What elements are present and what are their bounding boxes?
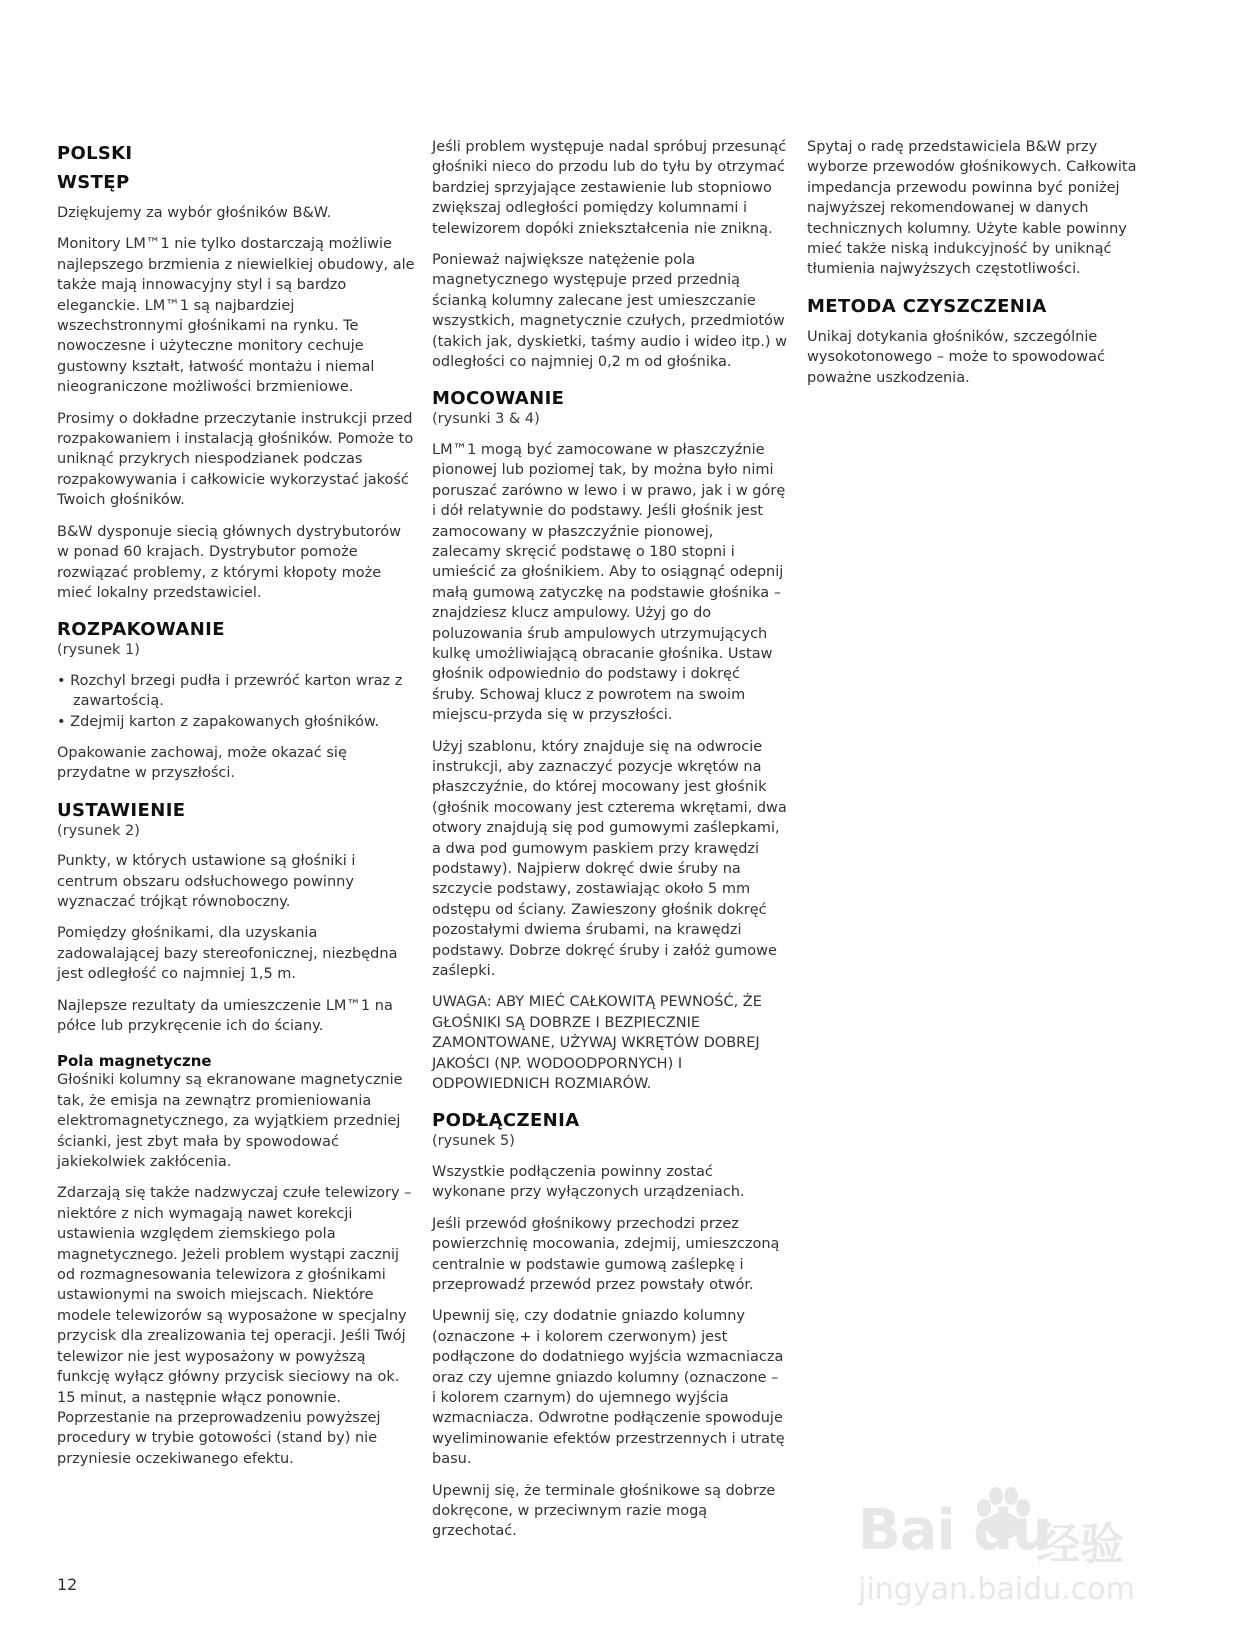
section-heading-wstep: WSTĘP — [57, 172, 130, 193]
section-heading-metoda-czyszczenia: METODA CZYSZCZENIA — [807, 295, 1047, 317]
paragraph: Spytaj o radę przedstawiciela B&W przy wyborze przewodów głośnikowych. Całkowita impedancja przewodu powinna być poniżej najwyższej rekomendowanej w danych technicznych kolumny. Użyte kable powinny mieć także niską indukcyjność by uniknąć tłumienia najwyższych częstotliwości. — [807, 139, 1137, 278]
section-heading-ustawienie: USTAWIENIE — [57, 799, 186, 821]
paragraph: Upewnij się, czy dodatnie gniazdo kolumny (oznaczone + i kolorem czerwonym) jest podłączone do dodatniego wyjścia wzmacniacza oraz czy ujemne gniazdo kolumny (oznaczone – i kolorem czarnym) do ujemnego wyjścia wzmacniacza. Odwrotne podłączenie spowoduje wyeliminowanie efektów przestrzennych i utratę basu. — [432, 1308, 785, 1468]
paragraph: Pomiędzy głośnikami, dla uzyskania zadowalającej bazy stereofonicznej, niezbędna jest odległość co najmniej 1,5 m. — [57, 925, 398, 983]
paragraph: LM™1 mogą być zamocowane w płaszczyźnie pionowej lub poziomej tak, by można było nimi poruszać zarówno w lewo i w prawo, jak i w górę i dół relatywnie do podstawy. Jeśli głośnik jest zamocowany w płaszczyźnie pionowej, zalecamy skręcić podstawę o 180 stopni i umieścić za głośnikiem. Aby to osiągnąć odepnij małą gumową zatyczkę na podstawie głośnika – znajdziesz klucz ampulowy. Użyj go do poluzowania śrub ampulowych utrzymujących kulkę umożliwiającą obracanie głośnika. Ustaw głośnik odpowiednio do podstawy i dokręć śruby. Schowaj klucz z powrotem na swoim miejscu-przyda się w przyszłości. — [432, 441, 786, 724]
column-middle — [432, 137, 787, 1553]
paragraph: Zdarzają się także nadzwyczaj czułe telewizory – niektóre z nich wymagają nawet korekcji ustawienia względem ziemskiego pola magnetycznego. Jeżeli problem wystąpi zacznij od rozmagnesowania telewizora z głośnikami ustawionymi na swoich miejscach. Niektóre modele telewizorów są wyposażone w specjalny przycisk dla zrealizowania tej operacji. Jeśli Twój telewizor nie jest wyposażony w powyższą funkcję wyłącz główny przycisk sieciowy na ok. 15 minut, a następnie włącz ponownie. Poprzestanie na przeprowadzeniu powyższej procedury w trybie gotowości (stand by) nie przyniesie oczekiwanego efektu. — [57, 1185, 412, 1467]
paragraph: B&W dysponuje siecią głównych dystrybutorów w ponad 60 krajach. Dystrybutor pomoże rozwiązać problemy, z którymi kłopoty może mieć lokalny przedstawiciel. — [57, 523, 402, 601]
paragraph: Unikaj dotykania głośników, szczególnie wysokotonowego – może to spowodować poważne uszkodzenia. — [807, 328, 1106, 386]
subsection-heading-pola: Pola magnetyczne — [57, 1052, 212, 1071]
figure-reference: (rysunek 5) — [432, 1133, 515, 1150]
section-heading-mocowanie: MOCOWANIE — [432, 388, 565, 410]
paragraph: Najlepsze rezultaty da umieszczenie LM™1 na półce lub przykręcenie ich do ściany. — [57, 997, 393, 1034]
paragraph: Punkty, w których ustawione są głośniki i centrum obszaru odsłuchowego powinny wyznaczać trójkąt równoboczny. — [57, 853, 356, 910]
section-heading-rozpakowanie: ROZPAKOWANIE — [57, 619, 225, 641]
paragraph: Prosimy o dokładne przeczytanie instrukcji przed rozpakowaniem i instalacją głośników. Pomoże to uniknąć przykrych niespodzianek podczas rozpakowywania i całkowicie wykorzystać jakość Twoich głośników. — [57, 410, 414, 509]
section-heading-podlaczenia: PODŁĄCZENIA — [432, 1110, 580, 1132]
watermark — [858, 1480, 1188, 1630]
paragraph: Ponieważ największe natężenie pola magnetycznego występuje przed przednią ścianką kolumny zalecane jest umieszczanie wszystkich, magnetycznie czułych, przedmiotów (takich jak, dyskietki, taśmy audio i wideo itp.) w odległości co najmniej 0,2 m od głośnika. — [432, 252, 787, 371]
paragraph: Dziękujemy za wybór głośników B&W. — [57, 205, 332, 221]
watermark-url: jingyan.baidu.com — [858, 1572, 1135, 1607]
language-heading: POLSKI — [57, 143, 133, 164]
paragraph: Głośniki kolumny są ekranowane magnetycznie tak, że emisja na zewnątrz promieniowania elektromagnetycznego, za wyjątkiem przedniej ścianki, jest zbyt mała by spowodować jakiekolwiek zakłócenia. — [57, 1072, 403, 1171]
watermark-logo: Bai du — [858, 1498, 1052, 1563]
paragraph: Opakowanie zachowaj, może okazać się przydatne w przyszłości. — [57, 744, 347, 782]
column-right — [807, 137, 1147, 399]
page-number: 12 — [57, 1575, 78, 1594]
paragraph: Jeśli przewód głośnikowy przechodzi przez powierzchnię mocowania, zdejmij, umieszczoną centralnie w podstawie gumową zaślepkę i przeprowadź przewód przez powstały otwór. — [432, 1215, 780, 1293]
list-item: • Rozchyl brzegi pudła i przewróć karton wraz z zawartością. — [57, 672, 403, 710]
figure-reference: (rysunek 2) — [57, 822, 140, 839]
list-item: • Zdejmij karton z zapakowanych głośników. — [57, 713, 380, 730]
paragraph: Wszystkie podłączenia powinny zostać wykonane przy wyłączonych urządzeniach. — [432, 1163, 745, 1201]
warning-paragraph: UWAGA: ABY MIEĆ CAŁKOWITĄ PEWNOŚĆ, ŻE GŁOŚNIKI SĄ DOBRZE I BEZPIECZNIE ZAMONTOWANE, UŻYWAJ WKRĘTÓW DOBREJ JAKOŚCI (NP. WODOODPORNYCH) I ODPOWIEDNICH ROZMIARÓW. — [432, 994, 762, 1093]
paragraph: Upewnij się, że terminale głośnikowe są dobrze dokręcone, w przeciwnym razie mogą grzechotać. — [432, 1482, 776, 1540]
paragraph: Jeśli problem występuje nadal spróbuj przesunąć głośniki nieco do przodu lub do tyłu by otrzymać bardziej sprzyjające zestawienie lub stopniowo zwiększaj odległości pomiędzy kolumnami i telewizorem dopóki zniekształcenia nie znikną. — [432, 139, 787, 237]
paragraph: Monitory LM™1 nie tylko dostarczają możliwie najlepszego brzmienia z niewielkiej obudowy, ale także mają innowacyjny styl i są bardzo eleganckie. LM™1 są najbardziej wszechstronnymi głośnikami na rynku. Te nowoczesne i użyteczne monitory cechuje gustowny kształt, łatwość montażu i niemal nieograniczone możliwości brzmieniowe. — [57, 236, 415, 396]
figure-reference: (rysunki 3 & 4) — [432, 411, 540, 428]
paragraph: Użyj szablonu, który znajduje się na odwrocie instrukcji, aby zaznaczyć pozycje wkrętów na płaszczyźnie, do której mocowany jest głośnik (głośnik mocowany jest czterema wkrętami, dwa otwory znajdują się pod gumowymi zaślepkami, a dwa pod gumowym paskiem przy krawędzi podstawy). Najpierw dokręć dwie śruby na szczycie podstawy, zostawiając około 5 mm odstępu od ściany. Zawieszony głośnik dokręć pozostałymi dwiema śrubami, na krawędzi podstawy. Dobrze dokręć śruby i załóż gumowe zaślepki. — [432, 738, 787, 980]
column-left — [57, 137, 417, 1480]
bullet-list — [57, 671, 417, 732]
watermark-chinese: 经验 — [1036, 1519, 1124, 1570]
figure-reference: (rysunek 1) — [57, 642, 140, 659]
